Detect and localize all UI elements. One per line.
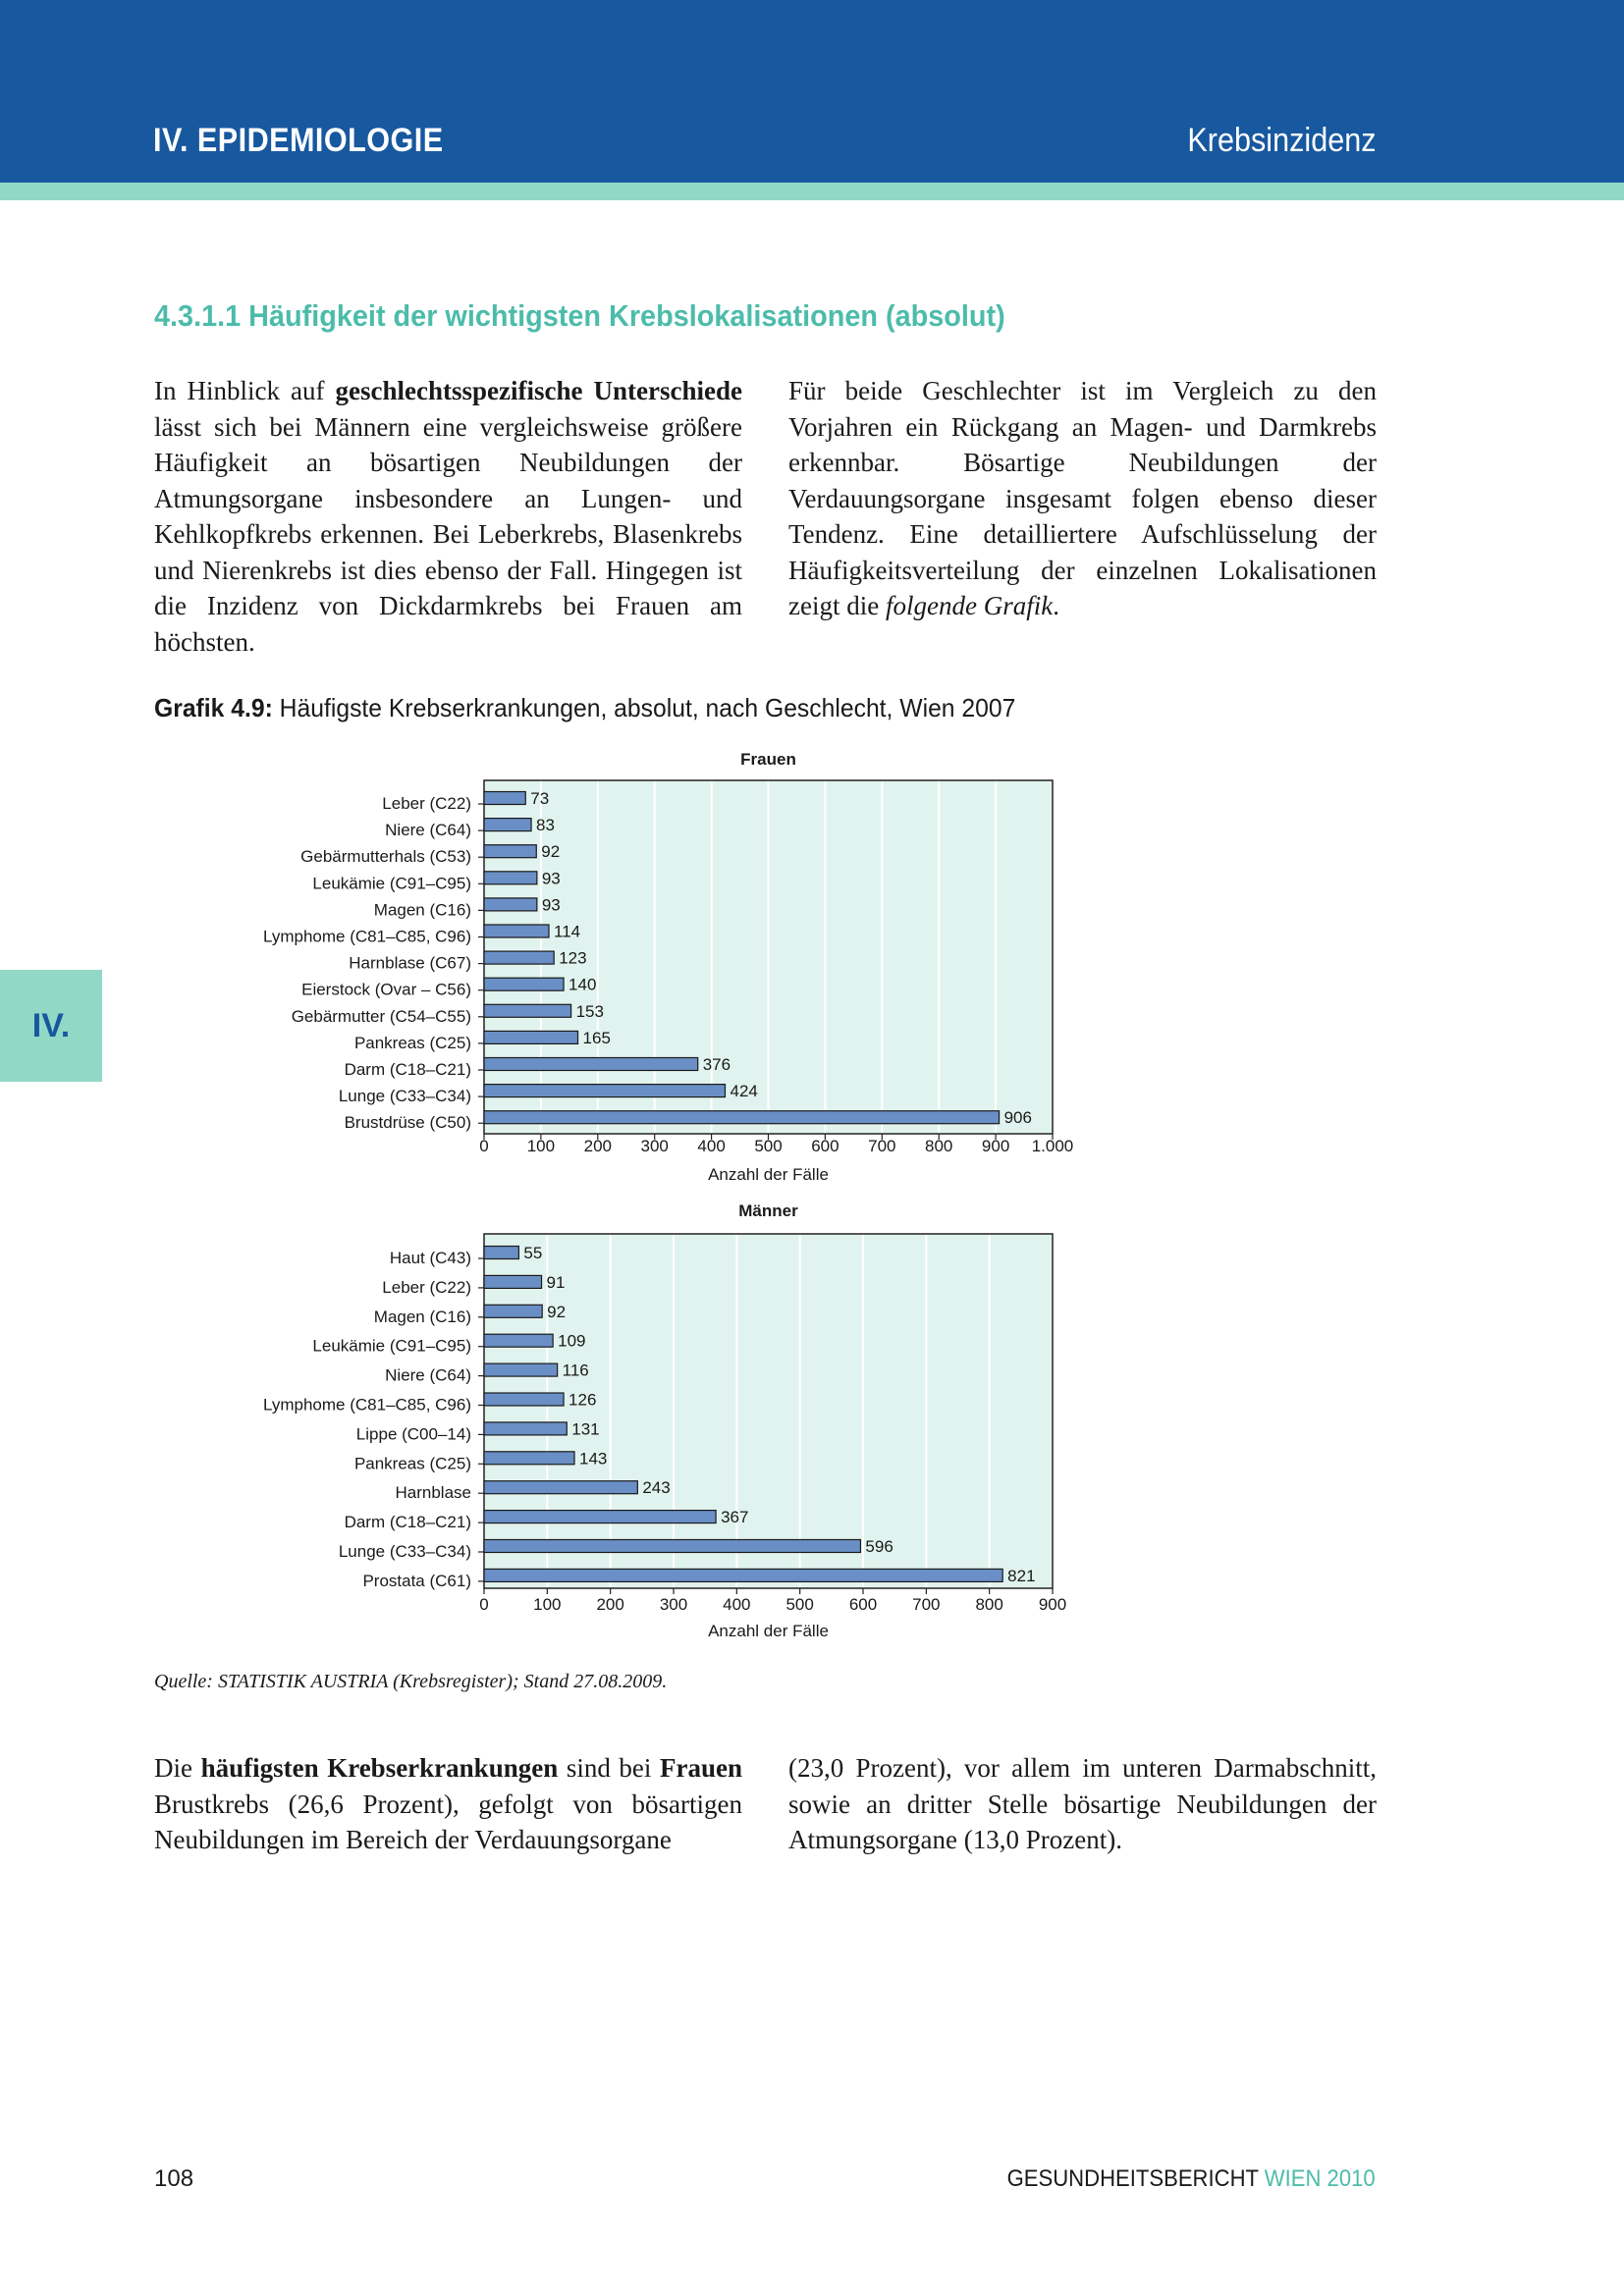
bar	[484, 845, 536, 858]
figure-label: Grafik 4.9:	[154, 693, 273, 722]
category-label: Pankreas (C25)	[353, 1454, 471, 1473]
intro-left-text-2: lässt sich bei Männern eine vergleichsweise größere Häufigkeit an bösartigen Neubildungen der Atmungsorgane insbesondere an Lungen- und Kehlkopfkrebs erkennen. Bei Leberkrebs, Blasenkrebs und Nierenkrebs ist dies ebenso der Fall. Hingegen ist die Inzidenz von Dickdarmkrebs bei Frauen am höchsten.	[154, 411, 742, 657]
category-label: Leber (C22)	[382, 1277, 471, 1297]
x-tick-label: 400	[697, 1137, 726, 1155]
x-tick-label: 1.000	[1031, 1137, 1074, 1155]
x-tick-label: 100	[526, 1137, 556, 1155]
bar	[484, 872, 537, 884]
chart-title: Männer	[738, 1201, 798, 1220]
outro-left-text-3: Brustkrebs (26,6 Prozent), gefolgt von bösartigen Neubildungen im Bereich der Verdauungsorgane	[154, 1789, 742, 1854]
bar	[484, 1481, 637, 1494]
x-tick-label: 600	[811, 1137, 839, 1155]
data-label: 91	[546, 1272, 566, 1292]
bar	[484, 1393, 564, 1406]
data-label: 424	[730, 1082, 758, 1101]
bar	[484, 1085, 725, 1097]
intro-left-text: In Hinblick auf	[154, 376, 336, 405]
bar	[484, 1305, 542, 1317]
x-tick-label: 0	[479, 1137, 489, 1155]
data-label: 140	[568, 975, 597, 994]
category-label: Niere (C64)	[385, 821, 471, 840]
bar	[484, 1452, 574, 1465]
category-label: Pankreas (C25)	[353, 1033, 471, 1052]
outro-left-bold: häufigsten Krebserkrankungen	[200, 1753, 559, 1783]
bar	[484, 792, 525, 805]
category-label: Darm (C18–C21)	[344, 1513, 471, 1532]
bar	[484, 951, 554, 964]
x-tick-label: 900	[1038, 1595, 1067, 1614]
data-label: 367	[721, 1508, 749, 1527]
x-axis-label: Anzahl der Fälle	[708, 1165, 829, 1184]
figure-caption-text: Häufigste Krebserkrankungen, absolut, nach Geschlecht, Wien 2007	[272, 693, 1016, 722]
publication-accent: WIEN 2010	[1265, 2165, 1376, 2192]
plot-area	[484, 1234, 1053, 1588]
bar	[484, 1540, 860, 1553]
outro-left-paragraph	[154, 1750, 742, 1858]
intro-right-text-2: .	[1053, 591, 1059, 620]
category-label: Niere (C64)	[385, 1365, 471, 1385]
category-label: Gebärmutter (C54–C55)	[291, 1006, 471, 1026]
outro-left-text-2: sind bei	[558, 1753, 661, 1783]
x-tick-label: 500	[754, 1137, 783, 1155]
data-label: 596	[865, 1537, 893, 1556]
data-label: 116	[562, 1361, 589, 1380]
x-tick-label: 600	[848, 1595, 878, 1614]
x-tick-label: 200	[596, 1595, 624, 1614]
x-tick-label: 400	[723, 1595, 751, 1614]
bar	[484, 898, 537, 911]
data-label: 93	[541, 869, 561, 888]
data-label: 143	[578, 1449, 608, 1468]
bar	[484, 1111, 1000, 1124]
page-number: 108	[154, 2165, 194, 2192]
x-tick-label: 100	[533, 1595, 562, 1614]
source-note: Quelle: STATISTIK AUSTRIA (Krebsregister); Stand 27.08.2009.	[154, 1671, 668, 1692]
bar	[484, 1004, 571, 1017]
data-label: 73	[530, 789, 550, 808]
data-label: 92	[541, 842, 561, 862]
x-tick-label: 500	[785, 1595, 814, 1614]
data-label: 114	[554, 922, 581, 941]
bar	[484, 1511, 716, 1523]
outro-left-bold-2: Frauen	[660, 1753, 743, 1783]
header-topic: Krebsinzidenz	[1187, 122, 1377, 159]
data-label: 906	[1003, 1108, 1032, 1128]
x-tick-label: 900	[981, 1137, 1010, 1155]
data-label: 109	[558, 1331, 586, 1351]
outro-right-column	[788, 1750, 1377, 1858]
data-label: 83	[536, 816, 555, 835]
bar	[484, 1334, 553, 1347]
data-label: 153	[575, 1001, 604, 1021]
data-label: 376	[702, 1055, 731, 1074]
outro-left-column	[154, 1750, 742, 1858]
bar	[484, 819, 531, 831]
intro-right-text: Für beide Geschlechter ist im Vergleich zu den Vorjahren ein Rückgang an Magen- und Darmkrebs erkennbar. Bösartige Neubildungen der Verdauungsorgane insgesamt folgen ebenso dieser Tendenz. Eine detailliertere Aufschlüsselung der Häufigkeitsverteilung der einzelnen Lokalisationen zeigt die	[788, 376, 1377, 620]
section-title: IV. EPIDEMIOLOGIE	[153, 122, 444, 159]
category-label: Lymphome (C81–C85, C96)	[263, 927, 471, 946]
x-tick-label: 200	[583, 1137, 612, 1155]
category-label: Lunge (C33–C34)	[338, 1542, 471, 1561]
category-label: Prostata (C61)	[362, 1571, 471, 1590]
category-label: Harnblase	[395, 1483, 471, 1503]
outro-right-paragraph: (23,0 Prozent), vor allem im unteren Darmabschnitt, sowie an dritter Stelle bösartige Neubildungen der Atmungsorgane (13,0 Prozent).	[788, 1753, 1377, 1854]
bar	[484, 1363, 558, 1376]
bar	[484, 1275, 542, 1288]
data-label: 821	[1007, 1566, 1036, 1585]
category-label: Lymphome (C81–C85, C96)	[263, 1395, 471, 1415]
outro-left-text: Die	[154, 1753, 201, 1783]
category-label: Leber (C22)	[382, 794, 471, 813]
category-label: Haut (C43)	[389, 1249, 471, 1267]
bar	[484, 978, 564, 990]
x-tick-label: 300	[659, 1595, 688, 1614]
x-tick-label: 700	[868, 1137, 896, 1155]
category-label: Magen (C16)	[373, 1307, 471, 1326]
x-tick-label: 800	[975, 1595, 1003, 1614]
bar	[484, 1247, 518, 1259]
intro-left-bold: geschlechtsspezifische Unterschiede	[335, 376, 742, 405]
data-label: 92	[547, 1302, 567, 1321]
category-label: Eierstock (Ovar – C56)	[301, 980, 471, 999]
category-label: Leukämie (C91–C95)	[312, 1336, 471, 1356]
chart-title: Frauen	[740, 750, 796, 769]
data-label: 55	[523, 1244, 543, 1262]
side-tab-label: IV.	[31, 1006, 71, 1044]
x-axis-label: Anzahl der Fälle	[708, 1622, 829, 1640]
category-label: Darm (C18–C21)	[344, 1060, 471, 1079]
x-tick-label: 0	[479, 1595, 489, 1614]
data-label: 131	[571, 1419, 600, 1439]
data-label: 165	[582, 1028, 611, 1047]
bar	[484, 1058, 698, 1071]
category-label: Gebärmutterhals (C53)	[300, 847, 471, 867]
intro-right-italic: folgende Grafik	[885, 591, 1054, 620]
publication-name: GESUNDHEITSBERICHT	[1006, 2165, 1266, 2192]
category-label: Magen (C16)	[373, 900, 471, 920]
category-label: Leukämie (C91–C95)	[312, 874, 471, 893]
bar	[484, 925, 549, 937]
data-label: 93	[541, 895, 561, 915]
bar	[484, 1569, 1002, 1581]
publication-title	[1007, 2165, 1376, 2193]
x-tick-label: 300	[640, 1137, 669, 1155]
x-tick-label: 800	[925, 1137, 953, 1155]
subsection-heading: 4.3.1.1 Häufigkeit der wichtigsten Krebslokalisationen (absolut)	[154, 298, 1005, 333]
category-label: Harnblase (C67)	[349, 953, 471, 973]
x-tick-label: 700	[912, 1595, 941, 1614]
bar	[484, 1422, 567, 1435]
data-label: 123	[559, 948, 587, 968]
category-label: Lunge (C33–C34)	[338, 1087, 471, 1106]
category-label: Lippe (C00–14)	[355, 1424, 471, 1444]
bar	[484, 1031, 578, 1043]
data-label: 126	[568, 1390, 597, 1410]
data-label: 243	[642, 1478, 671, 1498]
category-label: Brustdrüse (C50)	[344, 1113, 471, 1133]
